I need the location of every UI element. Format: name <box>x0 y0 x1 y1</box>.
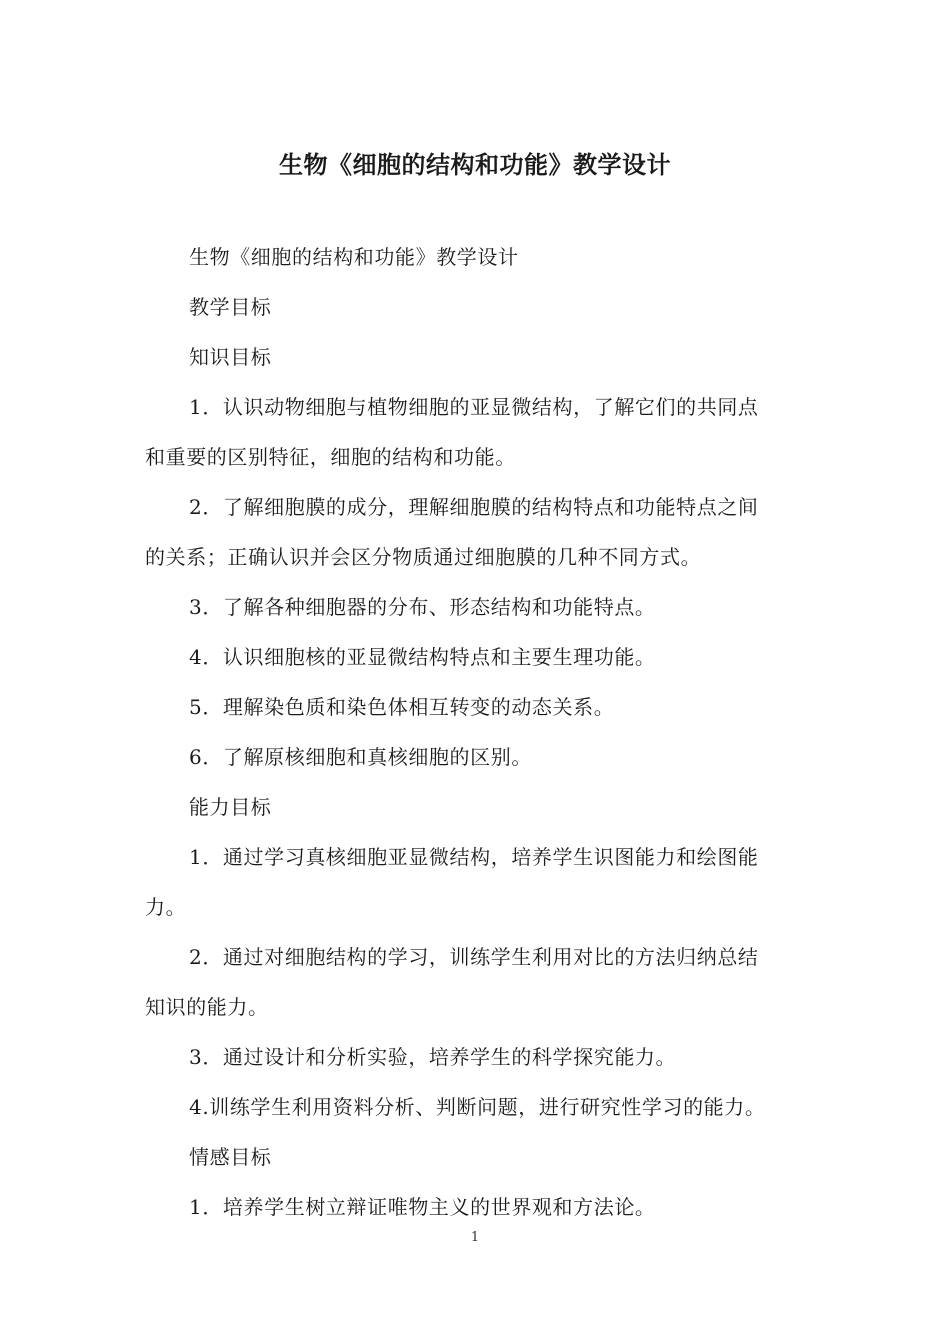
paragraph-line: 3．了解各种细胞器的分布、形态结构和功能特点。 <box>189 595 656 619</box>
list-item <box>145 832 807 932</box>
paragraph-line: 4.训练学生利用资料分析、判断问题，进行研究性学习的能力。 <box>189 1095 766 1119</box>
list-item <box>145 1082 807 1132</box>
subsection-heading <box>145 332 807 382</box>
list-item <box>145 1182 807 1232</box>
list-item <box>145 932 807 1032</box>
paragraph-line: 生物《细胞的结构和功能》教学设计 <box>189 245 519 269</box>
paragraph-line: 1．通过学习真核细胞亚显微结构，培养学生识图能力和绘图能 <box>189 845 759 869</box>
paragraph <box>145 232 807 282</box>
subsection-heading <box>145 1132 807 1182</box>
list-item <box>145 632 807 682</box>
paragraph-line: 2．通过对细胞结构的学习，训练学生利用对比的方法归纳总结 <box>189 945 759 969</box>
page-number: 1 <box>470 1230 480 1245</box>
paragraph-line: 教学目标 <box>189 295 272 319</box>
section-heading <box>145 282 807 332</box>
paragraph-line: 的关系；正确认识并会区分物质通过细胞膜的几种不同方式。 <box>145 545 702 569</box>
list-item <box>145 732 807 782</box>
paragraph-line: 1．培养学生树立辩证唯物主义的世界观和方法论。 <box>189 1195 656 1219</box>
paragraph-line: 3．通过设计和分析实验，培养学生的科学探究能力。 <box>189 1045 677 1069</box>
paragraph-line: 能力目标 <box>189 795 272 819</box>
list-item <box>145 482 807 582</box>
subsection-heading <box>145 782 807 832</box>
list-item <box>145 682 807 732</box>
paragraph-line: 2．了解细胞膜的成分，理解细胞膜的结构特点和功能特点之间 <box>189 495 759 519</box>
paragraph-line: 情感目标 <box>189 1145 272 1169</box>
list-item <box>145 1032 807 1082</box>
paragraph-line: 和重要的区别特征，细胞的结构和功能。 <box>145 445 516 469</box>
document-title: 生物《细胞的结构和功能》教学设计 <box>279 151 671 179</box>
paragraph-line: 1．认识动物细胞与植物细胞的亚显微结构，了解它们的共同点 <box>189 395 759 419</box>
document-body <box>145 232 807 1232</box>
list-item <box>145 582 807 632</box>
paragraph-line: 4．认识细胞核的亚显微结构特点和主要生理功能。 <box>189 645 656 669</box>
list-item <box>145 382 807 482</box>
paragraph-line: 力。 <box>145 895 187 919</box>
paragraph-line: 知识目标 <box>189 345 272 369</box>
paragraph-line: 6．了解原核细胞和真核细胞的区别。 <box>189 745 532 769</box>
paragraph-line: 5．理解染色质和染色体相互转变的动态关系。 <box>189 695 615 719</box>
paragraph-line: 知识的能力。 <box>145 995 269 1019</box>
